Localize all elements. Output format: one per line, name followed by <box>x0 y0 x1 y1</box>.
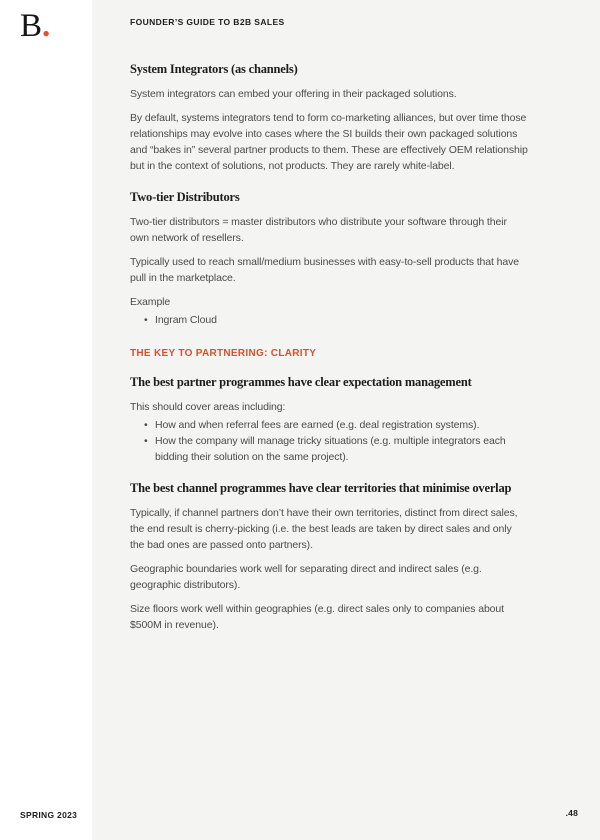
paragraph: By default, systems integrators tend to form co-marketing alliances, but over time those relationships may evolve into cases where the SI builds their own packaged solutions and “bakes in” several partner products to them. These are effectively OEM relationship but in the context of solutions, not products. They are rarely white-label. <box>130 112 528 172</box>
example-list <box>130 312 528 328</box>
brand-logo-letter: B <box>20 8 43 44</box>
section-heading-two-tier-distributors: Two-tier Distributors <box>130 190 240 204</box>
brand-logo-dot: . <box>42 8 51 44</box>
list-item: • How and when referral fees are earned (e.g. deal registration systems). <box>144 417 528 433</box>
footer-page-number: .48 <box>565 808 578 818</box>
page-content <box>130 60 528 641</box>
list-intro: This should cover areas including: <box>130 401 286 413</box>
paragraph: Typically used to reach small/medium businesses with easy-to-sell products that have pull in the marketplace. <box>130 256 520 284</box>
section-heading-clear-territories: The best channel programmes have clear territories that minimise overlap <box>130 481 512 495</box>
paragraph: Geographic boundaries work well for separating direct and indirect sales (e.g. geographic distributors). <box>130 563 482 591</box>
bullet-list <box>130 417 528 465</box>
example-label: Example <box>130 296 171 308</box>
footer-edition-label: SPRING 2023 <box>20 810 78 820</box>
section-heading-expectation-management: The best partner programmes have clear expectation management <box>130 375 472 389</box>
list-item: • How the company will manage tricky situations (e.g. multiple integrators each bidding their solution on the same project). <box>144 433 528 465</box>
section-heading-system-integrators: System Integrators (as channels) <box>130 62 298 76</box>
paragraph: Typically, if channel partners don’t have their own territories, distinct from direct sales, the end result is cherry-picking (i.e. the best leads are taken by direct sales and only the bad ones are passed onto partners). <box>130 507 518 551</box>
document-title: FOUNDER’S GUIDE TO B2B SALES <box>130 17 285 27</box>
paragraph: System integrators can embed your offering in their packaged solutions. <box>130 88 457 100</box>
paragraph: Two-tier distributors = master distributors who distribute your software through their own network of resellers. <box>130 216 507 244</box>
brand-logo <box>20 8 50 44</box>
section-kicker: THE KEY TO PARTNERING: CLARITY <box>130 348 317 359</box>
list-item: • Ingram Cloud <box>144 312 528 328</box>
paragraph: Size floors work well within geographies (e.g. direct sales only to companies about $500M in revenue). <box>130 603 504 631</box>
